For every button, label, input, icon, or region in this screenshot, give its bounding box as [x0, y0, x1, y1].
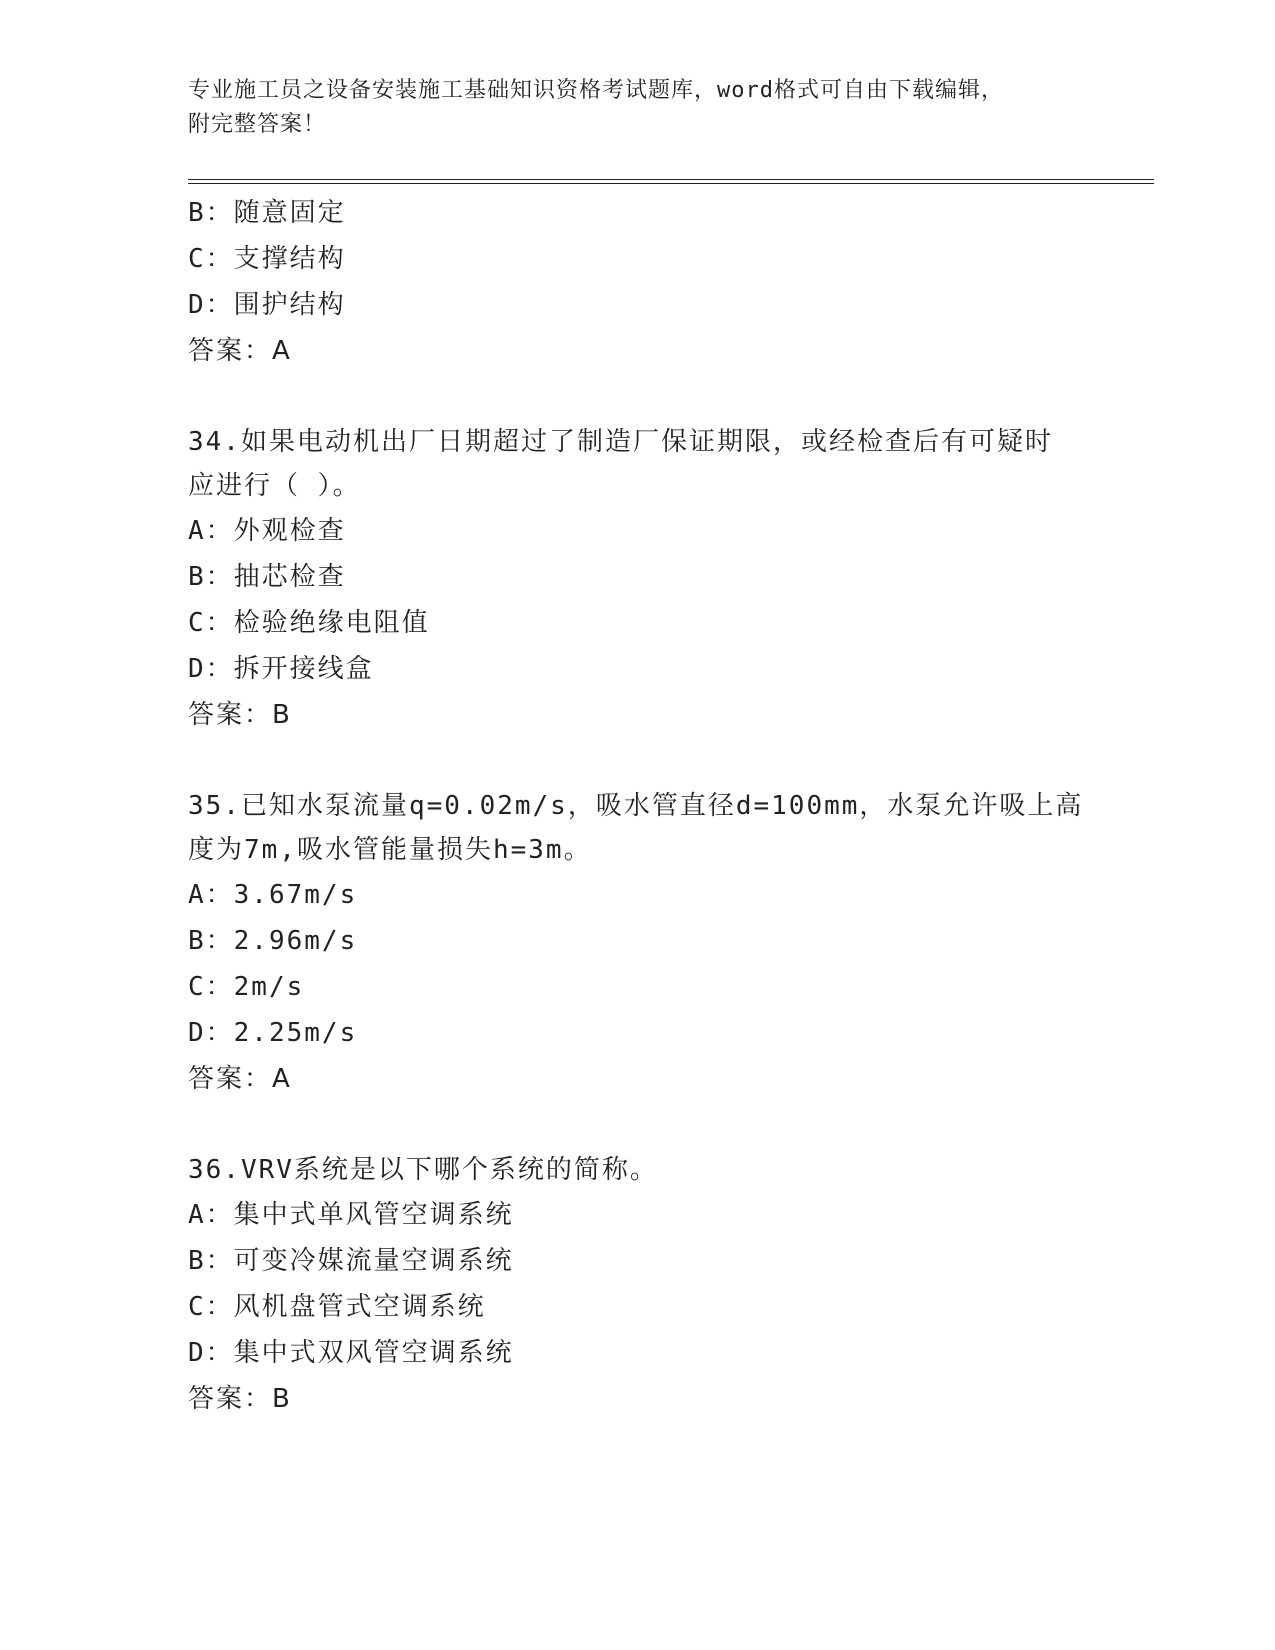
option-a: A：3.67m/s [188, 880, 358, 910]
option-c: C：检验绝缘电阻值 [188, 608, 430, 638]
option-c: C：支撑结构 [188, 244, 346, 274]
question-stem [188, 420, 1088, 508]
question-stem [188, 1148, 1088, 1192]
question-list [188, 190, 1148, 1422]
question-36 [188, 1148, 1148, 1422]
option-d: D：2.25m/s [188, 1018, 358, 1048]
option-a: A：外观检查 [188, 516, 346, 546]
option-d: D：集中式双风管空调系统 [188, 1338, 514, 1368]
question-stem-line2: 度为7m,吸水管能量损失h=3m。 [188, 835, 592, 865]
question-35 [188, 784, 1148, 1102]
option-b: B：可变冷媒流量空调系统 [188, 1246, 514, 1276]
answer-line: 答案：A [188, 336, 292, 366]
question-stem-line2: 应进行（ ）。 [188, 471, 361, 501]
answer-line: 答案：A [188, 1064, 292, 1094]
document-header [188, 74, 1088, 142]
option-c: C：风机盘管式空调系统 [188, 1292, 486, 1322]
answer-line: 答案：B [188, 1384, 292, 1414]
option-d: D：围护结构 [188, 290, 346, 320]
question-stem-line1: 36.VRV系统是以下哪个系统的简称。 [188, 1155, 658, 1185]
question-33 [188, 190, 1148, 374]
option-b: B：随意固定 [188, 198, 346, 228]
question-stem-line1: 35.已知水泵流量q=0.02m/s，吸水管直径d=100mm，水泵允许吸上高 [188, 791, 1084, 821]
option-c: C：2m/s [188, 972, 305, 1002]
question-stem-line1: 34.如果电动机出厂日期超过了制造厂保证期限，或经检查后有可疑时 [188, 427, 1053, 457]
option-b: B：2.96m/s [188, 926, 358, 956]
header-divider-bottom [188, 183, 1154, 184]
question-34 [188, 420, 1148, 738]
header-title-line1: 专业施工员之设备安装施工基础知识资格考试题库，word格式可自由下载编辑， [188, 78, 1004, 103]
answer-line: 答案：B [188, 700, 292, 730]
header-divider-top [188, 179, 1154, 180]
option-d: D：拆开接线盒 [188, 654, 374, 684]
header-title-line2: 附完整答案！ [188, 112, 327, 137]
question-stem [188, 784, 1088, 872]
option-a: A：集中式单风管空调系统 [188, 1200, 514, 1230]
option-b: B：抽芯检查 [188, 562, 346, 592]
